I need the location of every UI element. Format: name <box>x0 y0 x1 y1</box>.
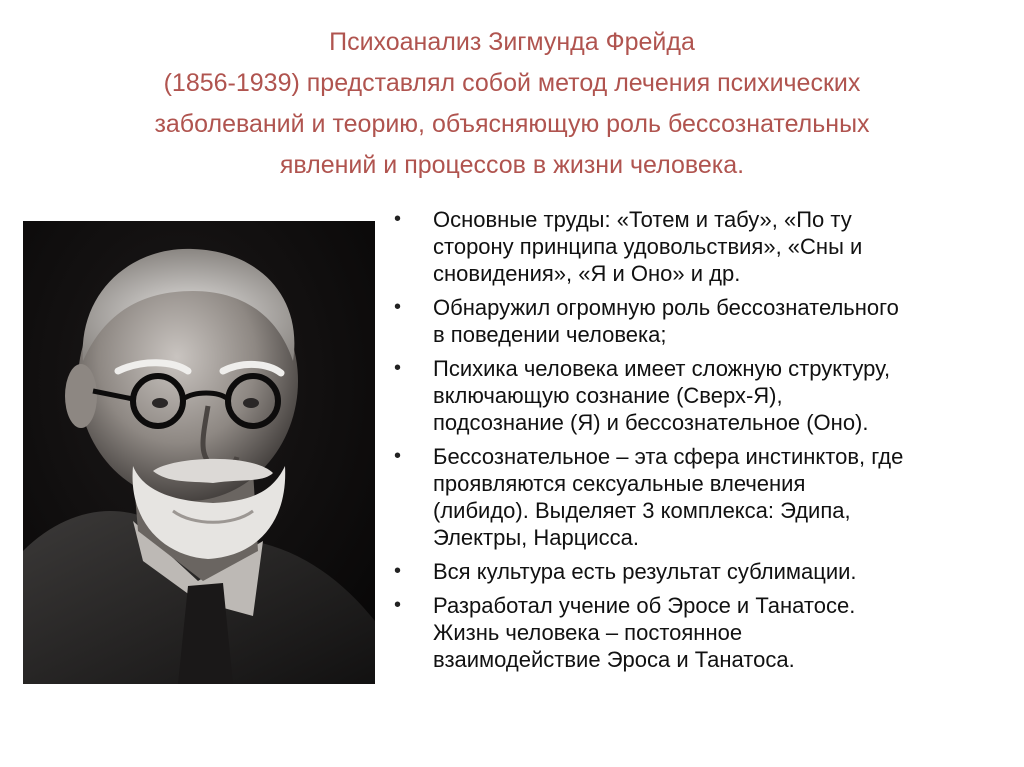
bullet-marker: • <box>394 208 402 230</box>
bullet-item <box>394 443 1004 551</box>
title-line: заболеваний и теорию, объясняющую роль бессознательных <box>154 110 870 138</box>
bullet-text-line: подсознание (Я) и бессознательное (Оно). <box>433 410 869 435</box>
bullet-text-line: Основные труды: «Тотем и табу», «По ту <box>433 207 852 232</box>
bullet-marker: • <box>394 560 402 582</box>
bullet-text-line: Вся культура есть результат сублимации. <box>433 559 857 584</box>
bullet-item <box>394 558 1004 585</box>
bullet-text-line: Разработал учение об Эросе и Танатосе. <box>433 593 856 618</box>
title-line: явлений и процессов в жизни человека. <box>279 151 745 179</box>
bullet-marker: • <box>394 296 402 318</box>
bullet-text-line: сторону принципа удовольствия», «Сны и <box>433 234 863 259</box>
bullet-item <box>394 294 1004 348</box>
portrait-photo <box>23 221 375 684</box>
title-line: Психоанализ Зигмунда Фрейда <box>329 28 695 56</box>
bullet-list <box>394 206 1004 680</box>
portrait-illustration <box>23 221 375 684</box>
bullet-text-line: (либидо). Выделяет 3 комплекса: Эдипа, <box>433 498 851 523</box>
bullet-item <box>394 355 1004 436</box>
title-line: (1856-1939) представлял собой метод лечения психических <box>163 69 861 97</box>
bullet-text-line: Обнаружил огромную роль бессознательного <box>433 295 899 320</box>
bullet-text-line: сновидения», «Я и Оно» и др. <box>433 261 741 286</box>
bullet-text-line: проявляются сексуальные влечения <box>433 471 806 496</box>
bullet-text-line: Жизнь человека – постоянное <box>433 620 743 645</box>
bullet-item <box>394 206 1004 287</box>
bullet-text-line: взаимодействие Эроса и Танатоса. <box>433 647 795 672</box>
bullet-text-line: Бессознательное – эта сфера инстинктов, где <box>433 444 904 469</box>
bullet-text-line: в поведении человека; <box>433 322 667 347</box>
slide-title <box>40 22 984 186</box>
bullet-text-line: Психика человека имеет сложную структуру, <box>433 356 891 381</box>
bullet-text-line: включающую сознание (Сверх-Я), <box>433 383 783 408</box>
bullet-item <box>394 592 1004 673</box>
bullet-marker: • <box>394 594 402 616</box>
bullet-marker: • <box>394 357 402 379</box>
bullet-marker: • <box>394 445 402 467</box>
bullet-text-line: Электры, Нарцисса. <box>433 525 639 550</box>
